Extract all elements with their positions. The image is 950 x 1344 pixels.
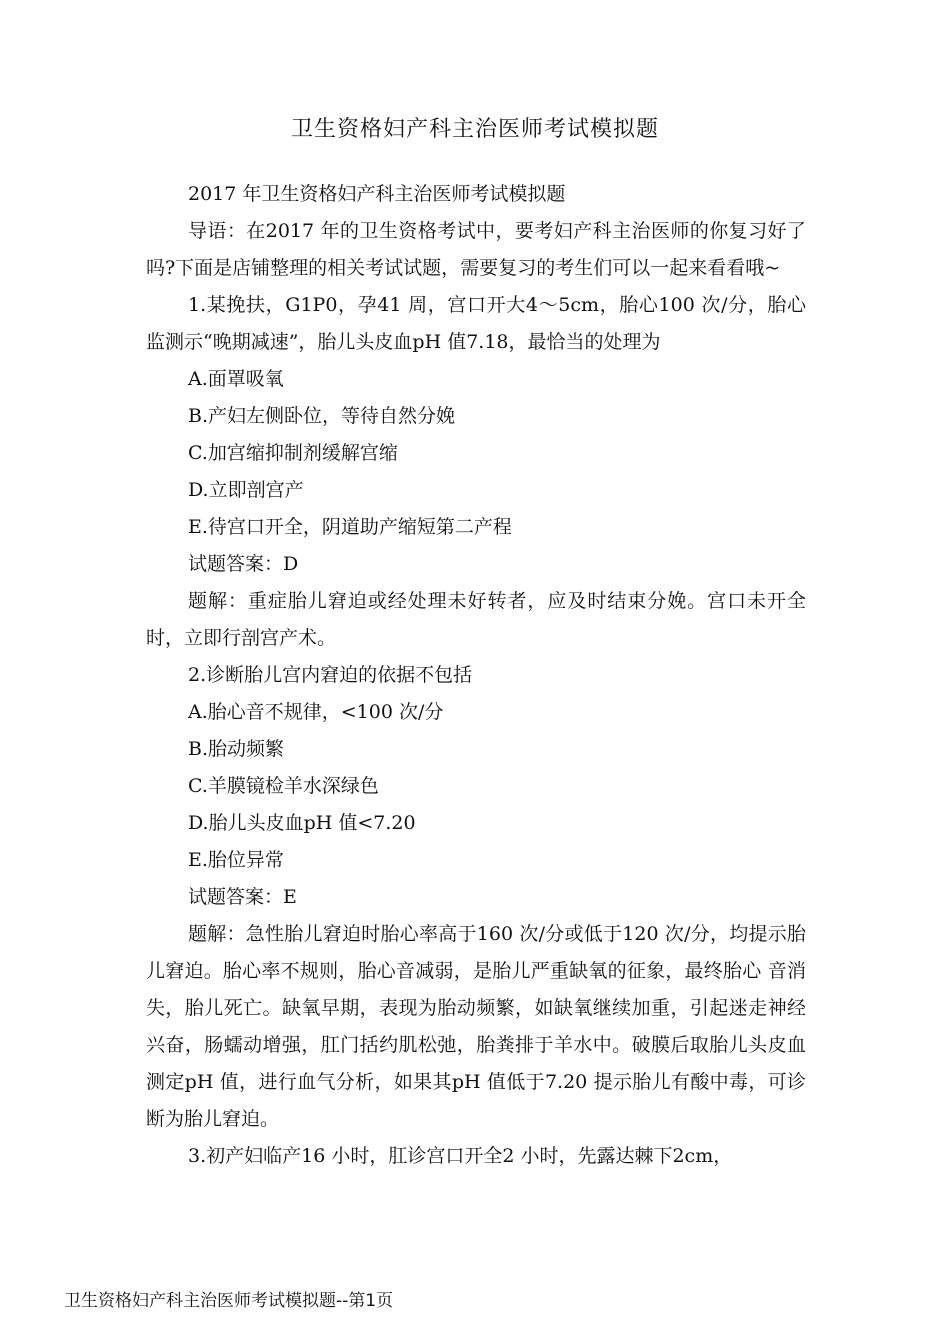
document-body: [146, 176, 806, 1175]
question-2-explanation: 题解：急性胎儿窘迫时胎心率高于160 次/分或低于120 次/分，均提示胎儿窘迫。胎心率不规则，胎心音减弱，是胎儿严重缺氧的征象，最终胎心 音消失，胎儿死亡。缺氧早期，表现为胎动频繁，如缺氧继续加重，引起迷走神经兴奋，肠蠕动增强，肛门括约肌松弛，胎粪排于羊水中。破膜后取胎儿头皮血测定pH 值，进行血气分析，如果其pH 值低于7.20 提示胎儿有酸中毒，可诊断为胎儿窘迫。: [146, 923, 806, 1130]
question-2-answer: 试题答案：E: [188, 886, 297, 908]
question-2-option-d: D.胎儿头皮血pH 值<7.20: [188, 812, 416, 834]
question-2: 2.诊断胎儿宫内窘迫的依据不包括: [188, 664, 473, 686]
intro-paragraph: 导语：在2017 年的卫生资格考试中，要考妇产科主治医师的你复习好了吗?下面是店铺整理的相关考试试题，需要复习的考生们可以一起来看看哦~: [146, 220, 806, 279]
question-1-option-e: E.待宫口开全，阴道助产缩短第二产程: [188, 516, 512, 538]
question-3: 3.初产妇临产16 小时，肛诊宫口开全2 小时，先露达棘下2cm，: [188, 1145, 733, 1167]
subtitle-paragraph: 2017 年卫生资格妇产科主治医师考试模拟题: [188, 183, 566, 205]
question-2-option-a: A.胎心音不规律，<100 次/分: [188, 701, 444, 723]
document-title: 卫生资格妇产科主治医师考试模拟题: [290, 117, 659, 142]
question-2-option-e: E.胎位异常: [188, 849, 284, 871]
question-1-explanation: 题解：重症胎儿窘迫或经处理未好转者，应及时结束分娩。宫口未开全时，立即行剖宫产术。: [146, 590, 806, 649]
question-1-option-d: D.立即剖宫产: [188, 479, 304, 501]
question-2-option-c: C.羊膜镜检羊水深绿色: [188, 775, 379, 797]
question-1-option-a: A.面罩吸氧: [188, 368, 284, 390]
question-1: 1.某挽扶，G1P0，孕41 周，宫口开大4～5cm，胎心100 次/分，胎心监测示“晚期减速”，胎儿头皮血pH 值7.18，最恰当的处理为: [146, 294, 806, 353]
question-1-option-b: B.产妇左侧卧位，等待自然分娩: [188, 405, 456, 427]
question-2-option-b: B.胎动频繁: [188, 738, 285, 760]
question-1-option-c: C.加宫缩抑制剂缓解宫缩: [188, 442, 398, 464]
page-footer: 卫生资格妇产科主治医师考试模拟题--第1页: [64, 1291, 394, 1311]
question-1-answer: 试题答案：D: [188, 553, 299, 575]
